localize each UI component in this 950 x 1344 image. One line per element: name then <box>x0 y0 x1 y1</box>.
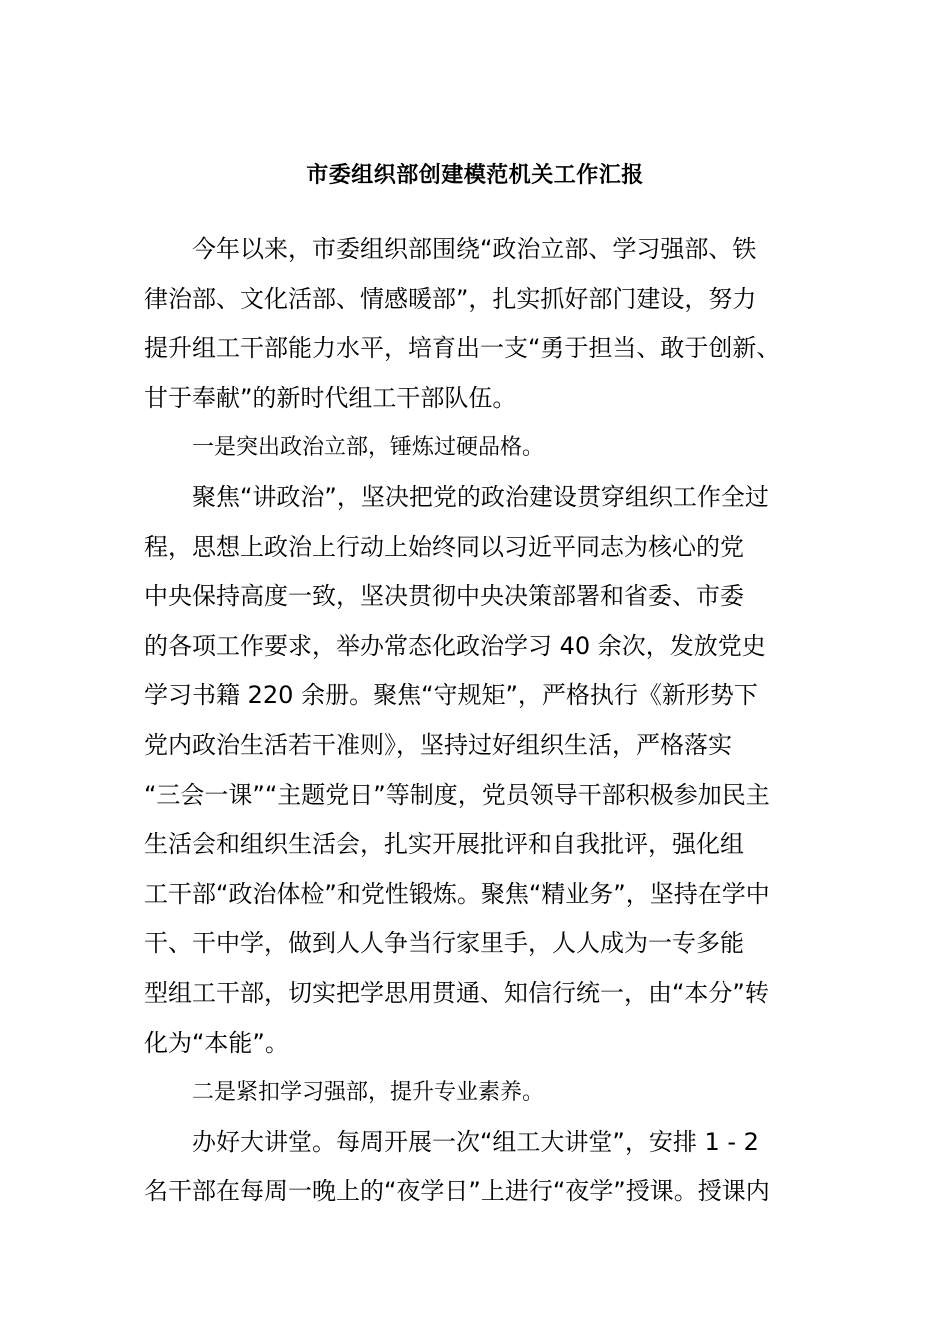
paragraph-line: 办好大讲堂。每周开展一次“组工大讲堂”，安排 1 - 2 <box>192 1127 759 1156</box>
paragraph-line: 的各项工作要求，举办常态化政治学习 40 余次，发放党史 <box>144 631 766 660</box>
section-heading: 一是突出政治立部，锤炼过硬品格。 <box>192 435 545 461</box>
paragraph-line: 提升组工干部能力水平，培育出一支“勇于担当、敢于创新、 <box>144 334 781 363</box>
paragraph-line: 程，思想上政治上行动上始终同以习近平同志为核心的党 <box>144 532 744 561</box>
section-heading: 二是紧扣学习强部，提升专业素养。 <box>192 1080 545 1106</box>
paragraph-line: 型组工干部，切实把学思用贯通、知信行统一，由“本分”转 <box>144 978 769 1007</box>
paragraph-line: 律治部、文化活部、情感暖部”，扎实抓好部门建设，努力 <box>144 284 757 313</box>
paragraph-line: 名干部在每周一晚上的“夜学日”上进行“夜学”授课。授课内 <box>144 1177 770 1206</box>
paragraph-line: “三会一课”“主题党日”等制度，党员领导干部积极参加民主 <box>144 780 770 809</box>
document-body <box>144 225 810 1217</box>
paragraph-line: 聚焦“讲政治”，坚决把党的政治建设贯穿组织工作全过 <box>192 482 769 511</box>
paragraph-line: 干、干中学，做到人人争当行家里手，人人成为一专多能 <box>144 929 744 958</box>
paragraph-line: 甘于奉献”的新时代组工干部队伍。 <box>144 383 517 412</box>
paragraph-line: 化为“本能”。 <box>144 1028 289 1057</box>
paragraph-line: 今年以来，市委组织部围绕“政治立部、学习强部、铁 <box>192 235 757 263</box>
paragraph-line: 生活会和组织生活会，扎实开展批评和自我批评，强化组 <box>144 830 744 859</box>
paragraph-line: 工干部“政治体检”和党性锻炼。聚焦“精业务”，坚持在学中 <box>144 879 770 908</box>
paragraph-line: 中央保持高度一致，坚决贯彻中央决策部署和省委、市委 <box>144 582 744 611</box>
paragraph-line: 党内政治生活若干准则》，坚持过好组织生活，严格落实 <box>144 730 732 759</box>
document-title: 市委组织部创建模范机关工作汇报 <box>306 163 644 188</box>
paragraph-line: 学习书籍 220 余册。聚焦“守规矩”，严格执行《新形势下 <box>144 681 758 710</box>
